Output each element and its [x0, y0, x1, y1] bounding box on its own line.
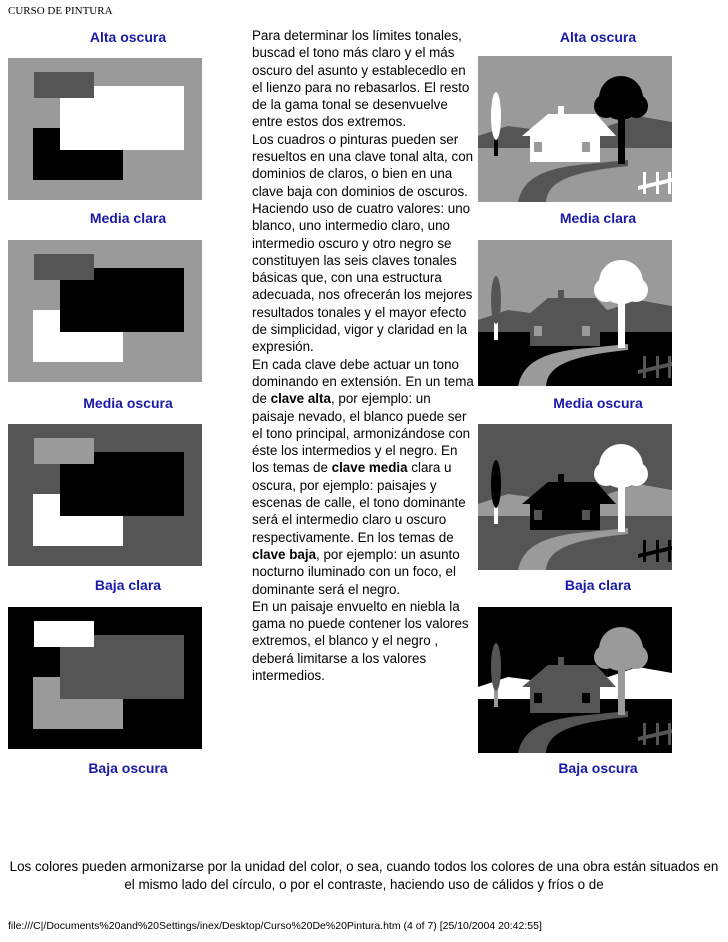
tone-panel: [8, 607, 202, 749]
landscape-scene: [478, 56, 672, 202]
house-window: [534, 326, 542, 336]
label-media-oscura-right: Media oscura: [553, 395, 643, 411]
fence-post: [656, 356, 659, 378]
house-window: [582, 326, 590, 336]
tree-crown: [624, 94, 648, 118]
label-baja-clara-left: Baja clara: [94, 577, 162, 593]
fence-post: [643, 172, 646, 194]
chimney: [558, 106, 564, 116]
text-segment: , por ejemplo: un paisaje nevado, el blanco puede ser el tono principal, armonizándose con éste los intermedios y el negro. En los temas de: [252, 391, 471, 476]
landscape-scene: [478, 424, 672, 570]
house-window: [534, 142, 542, 152]
text-segment: clara u oscura, por ejemplo: paisajes y escenas de calle, el tono dominante será el intermedio claro u oscuro respectivamente. En los temas de: [252, 460, 466, 545]
landscape-scene: [478, 607, 672, 753]
top-value-block: [34, 621, 94, 647]
label-media-clara-right: Media clara: [559, 210, 637, 226]
page-header: CURSO DE PINTURA: [8, 5, 113, 17]
tree-trunk: [618, 667, 625, 715]
tree-crown: [624, 645, 648, 669]
tree-trunk: [618, 116, 625, 164]
tree-crown: [594, 462, 618, 486]
term-clave-media: clave media: [331, 460, 408, 476]
paragraph-tonal-keys: Los cuadros o pinturas pueden ser resueltos en una clave tonal alta, con dominios de claros, o bien en una clave baja con dominios de oscuros. Haciendo uso de cuatro valores: uno blanco, uno intermedio claro, uno intermedio oscuro y otro negro se constituyen las seis claves tonales básicas que, con una estructura adecuada, nos ofrecerán los mejores resultados tonales y el mayor efecto de simplicidad, vigor y claridad en la expresión.: [252, 131, 474, 355]
house-window: [534, 510, 542, 520]
tree-trunk: [618, 484, 625, 532]
fence-post: [643, 356, 646, 378]
tree-crown: [624, 462, 648, 486]
tree-crown: [624, 278, 648, 302]
label-media-clara-left: Media clara: [89, 210, 167, 226]
fence-post: [656, 172, 659, 194]
tree-crown: [594, 645, 618, 669]
chimney: [558, 474, 564, 484]
cypress: [491, 460, 501, 508]
text-segment: , por ejemplo: un asunto nocturno iluminado con un foco, el dominante será el negro.: [252, 546, 460, 597]
chimney: [558, 657, 564, 667]
landscape-scene: [478, 240, 672, 386]
tree-trunk: [618, 300, 625, 348]
top-value-block: [34, 72, 94, 98]
tone-panel: [8, 58, 202, 200]
label-baja-clara-right: Baja clara: [564, 577, 632, 593]
house-window: [534, 693, 542, 703]
house-window: [582, 142, 590, 152]
term-clave-alta: clave alta: [270, 391, 331, 407]
color-harmony-paragraph: Los colores pueden armonizarse por la unidad del color, o sea, cuando todos los colores de una obra están situados en el mismo lado del círculo, o por el contraste, haciendo uso de cálidos y fríos o de: [9, 859, 719, 892]
fence-post: [668, 172, 671, 194]
top-value-block: [34, 438, 94, 464]
tree-crown: [594, 278, 618, 302]
cypress: [491, 92, 501, 140]
chimney: [558, 290, 564, 300]
fence-post: [668, 723, 671, 745]
house-window: [582, 510, 590, 520]
fence-post: [668, 356, 671, 378]
paragraph-fog: En un paisaje envuelto en niebla la gama no puede contener los valores extremos, el blanco y el negro , deberá limitarse a los valores intermedios.: [252, 598, 469, 683]
tone-panel: [8, 240, 202, 382]
tone-panel: [8, 424, 202, 566]
house-window: [582, 693, 590, 703]
top-value-block: [34, 254, 94, 280]
label-media-oscura-left: Media oscura: [83, 395, 173, 411]
fence-post: [656, 723, 659, 745]
label-baja-oscura-left: Baja oscura: [88, 760, 168, 776]
body-text-column: [252, 27, 476, 684]
term-clave-baja: clave baja: [252, 546, 317, 562]
fence-post: [668, 540, 671, 562]
label-alta-oscura-left: Alta oscura: [89, 29, 167, 45]
cypress: [491, 643, 501, 691]
fence-post: [643, 723, 646, 745]
label-baja-oscura-right: Baja oscura: [558, 760, 638, 776]
label-alta-oscura-right: Alta oscura: [559, 29, 637, 45]
cypress: [491, 276, 501, 324]
fence-post: [656, 540, 659, 562]
file-path-footer: file:///C|/Documents%20and%20Settings/inex/Desktop/Curso%20De%20Pintura.htm (4 of 7) [25/10/2004 20:42:55]: [8, 920, 542, 932]
fence-post: [643, 540, 646, 562]
text-segment: En cada clave debe actuar un tono dominando en extensión. En un tema de: [252, 356, 474, 407]
tree-crown: [594, 94, 618, 118]
paragraph-tonal-limits: Para determinar los límites tonales, buscad el tono más claro y el más oscuro del asunto y establecedlo en el lienzo para no rebasarlos. El resto de la gama tonal se desenvuelve entre estos dos extremos.: [252, 28, 470, 130]
paragraph-dominant-tone: [252, 356, 476, 598]
